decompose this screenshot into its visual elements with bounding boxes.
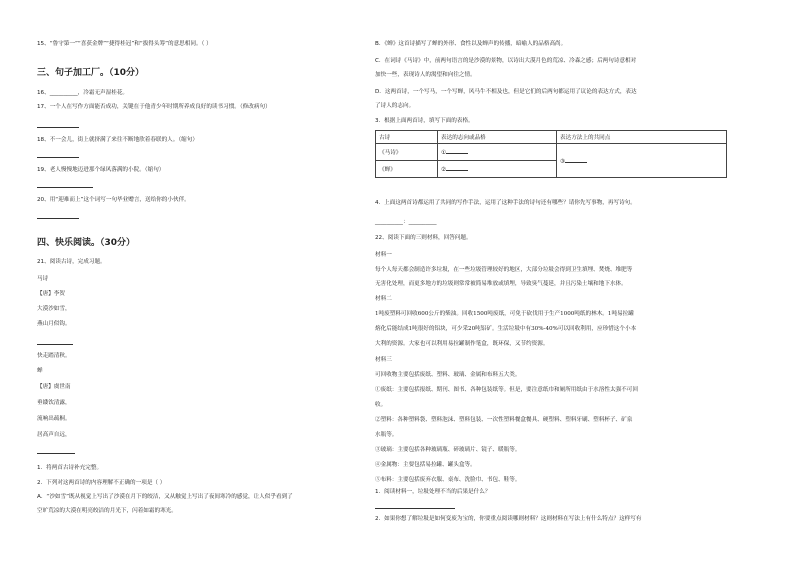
option-d: D．这两首诗，一个写马，一个写蝉，风马牛不相及也，但是它们的后两句都运用了议论的表达方式，表达 xyxy=(375,89,637,95)
material-3-text: 可回收物主要包括废纸、塑料、玻璃、金属和布料五大类。 xyxy=(375,372,521,378)
material-3-text: ①废纸：主要包括报纸、期刊、图书、各种包装纸等。但是，要注意纸巾和厕所用纸由于水溶性太强不可回 xyxy=(375,387,638,393)
material-3-text: 水瓶等。 xyxy=(375,432,398,438)
table-cell-marker: ① xyxy=(441,150,447,156)
material-1-text: 每个人每天都会制造许多垃圾，在一些垃圾管理较好的地区，大部分垃圾会得到卫生填埋、焚烧、堆肥等 xyxy=(375,267,633,273)
material-3-text: ②塑料：各种塑料袋、塑料泡沫、塑料包装、一次性塑料餐盒餐具、硬塑料、塑料牙刷、塑料杯子、矿泉 xyxy=(375,417,633,423)
table-header-row xyxy=(376,131,727,144)
material-1-title: 材料一 xyxy=(375,252,392,258)
material-1-text: 无害化处理，而更多地方的垃圾则常常被简易堆放或填埋，导致臭气蔓延，并且污染土壤和地下水体。 xyxy=(375,281,627,287)
fill-line xyxy=(446,148,468,154)
material-2-text: 熔化后能结成1吨很好的铝块，可少采20吨铝矿。生活垃圾中有30%-40%可以回收利用，应珍惜这个小本 xyxy=(375,326,637,332)
question-21: 21、阅读古诗，完成习题。 xyxy=(37,259,106,265)
fill-line xyxy=(446,165,468,171)
table-cell-answer-2[interactable] xyxy=(438,161,557,178)
answer-line-17[interactable] xyxy=(37,127,79,128)
question-16: 16、__________，冷霜无声湿桂花。 xyxy=(37,90,129,96)
answer-line-18[interactable] xyxy=(37,157,79,158)
question-22: 22、阅读下面的三则材料，回答问题。 xyxy=(375,235,472,241)
poem-1-author: 【唐】李贺 xyxy=(37,291,65,297)
table-cell-marker: ② xyxy=(441,167,447,173)
table-header-common: 表达方法上的共同点 xyxy=(557,131,727,144)
poem-1-title: 马诗 xyxy=(37,276,49,282)
subquestion-22-2: 2．如果你想了解垃圾是如何变废为宝的，你要重点阅读哪则材料？这则材料在写法上有什么特点？这样写有 xyxy=(375,516,642,522)
poem-2-line: 居高声自远， xyxy=(37,432,71,438)
option-a-cont: 空旷荒凉的大漠在明亮皎洁的月光下，闪着如霜的寒光。 xyxy=(37,508,177,514)
poem-2-title: 蝉 xyxy=(37,368,43,374)
poem-2-author: 【唐】虞世南 xyxy=(37,384,71,390)
material-2-title: 材料二 xyxy=(375,296,392,302)
section-4-heading: 四、快乐阅读。（30分） xyxy=(37,238,136,248)
material-3-text: 收。 xyxy=(375,402,387,408)
table-cell-answer-3[interactable] xyxy=(557,144,727,178)
table-cell-answer-1[interactable] xyxy=(438,144,557,161)
table-header-aspiration: 表达的志向或品格 xyxy=(438,131,557,144)
section-3-heading: 三、句子加工厂。（10分） xyxy=(37,68,145,78)
poem-table xyxy=(375,130,727,178)
fill-line xyxy=(565,157,587,163)
poem-1-blank[interactable] xyxy=(37,344,73,345)
poem-2-line: 垂緌饮清露， xyxy=(37,400,71,406)
table-cell-marker: ③ xyxy=(560,158,566,165)
option-a: A．“沙如雪”既从视觉上写出了沙漠在月下的皎洁，又从触觉上写出了夜间寒冷的感觉，让人似乎看到了 xyxy=(37,494,293,500)
question-15: 15、“鲁守第一”“喜获金牌”“捷得桂冠”和“拔得头筹”的意思相同。（ ） xyxy=(37,41,212,47)
material-3-text: ④金属物：主要包括易拉罐、罐头盒等。 xyxy=(375,462,476,468)
table-cell-poem-1: 《马诗》 xyxy=(376,144,438,161)
material-2-text: 大利的资源。大家也可以利用易拉罐制作笔盒，既环保，又节约资源。 xyxy=(375,341,549,347)
material-3-text: ③玻璃：主要包括各种玻璃瓶、碎玻璃片、镜子、暖瓶等。 xyxy=(375,447,521,453)
subquestion-4: 4．上面这两首诗都运用了共同的写作手法，运用了这种手法的诗句还有哪些？请你先写事物，再写诗句。 xyxy=(375,200,636,206)
question-20: 20、用“迎难而上”这个词写一句毕业赠言，送给你的小伙伴。 xyxy=(37,197,190,203)
subquestion-22-1: 1．阅读材料一，垃圾处理不当的后果是什么？ xyxy=(375,489,491,495)
poem-1-line: 燕山月似钩。 xyxy=(37,321,71,327)
subquestion-4-fill[interactable]: __________：__________ xyxy=(375,219,437,225)
subquestion-3: 3．根据上面两首诗，填写下面的表格。 xyxy=(375,118,474,124)
table-header-poem: 古诗 xyxy=(376,131,438,144)
table-row xyxy=(376,144,727,161)
option-c: C．在词诗《马诗》中，前两句语言的是沙漠的景物，以诗出大漠月色的荒凉、冷森之感；后两句诗意相对 xyxy=(375,58,637,64)
poem-2-line: 流响出疏桐。 xyxy=(37,416,71,422)
option-b: B．《蝉》这首诗描写了蝉的外形、食性以及蝉声的传播，暗喻人的品格高尚。 xyxy=(375,41,567,47)
poem-1-line: 大漠沙如雪， xyxy=(37,306,71,312)
question-18: 18、不一会儿，街上就挤满了来往不断地欣着春联的人。（缩句） xyxy=(37,137,198,143)
table-cell-poem-2: 《蝉》 xyxy=(376,161,438,178)
question-17: 17、一个人在写作方面能否成功，关键在于他青少年时期所养成良好的读书习惯。（修改病句） xyxy=(37,104,271,110)
answer-line-19[interactable] xyxy=(37,187,93,188)
option-d-cont: 了诗人的志向。 xyxy=(375,103,415,109)
material-2-text: 1吨废塑料可回收600公斤的柴油。回收1500吨废纸，可免于砍伐用于生产1000吨纸的林木。1吨易拉罐 xyxy=(375,311,634,317)
answer-line-22-1[interactable] xyxy=(375,508,455,509)
material-3-text: ⑤布料：主要包括废弃衣服、桌布、洗脸巾、书包、鞋等。 xyxy=(375,477,521,483)
question-19: 19、老人慢慢地迈进那个绿风落满的小院。（缩句） xyxy=(37,167,165,173)
answer-line-20[interactable] xyxy=(37,218,79,219)
poem-2-blank[interactable] xyxy=(37,453,75,454)
material-3-title: 材料三 xyxy=(375,357,392,363)
poem-1-line: 快走踏清秋。 xyxy=(37,353,71,359)
option-c-cont: 加快一些，表现诗人的渴望和向往之情。 xyxy=(375,72,476,78)
subquestion-2: 2．下列对这两首诗的内容理解不正确的一项是（ ） xyxy=(37,480,166,486)
subquestion-1: 1．将两首古诗补充完整。 xyxy=(37,465,103,471)
